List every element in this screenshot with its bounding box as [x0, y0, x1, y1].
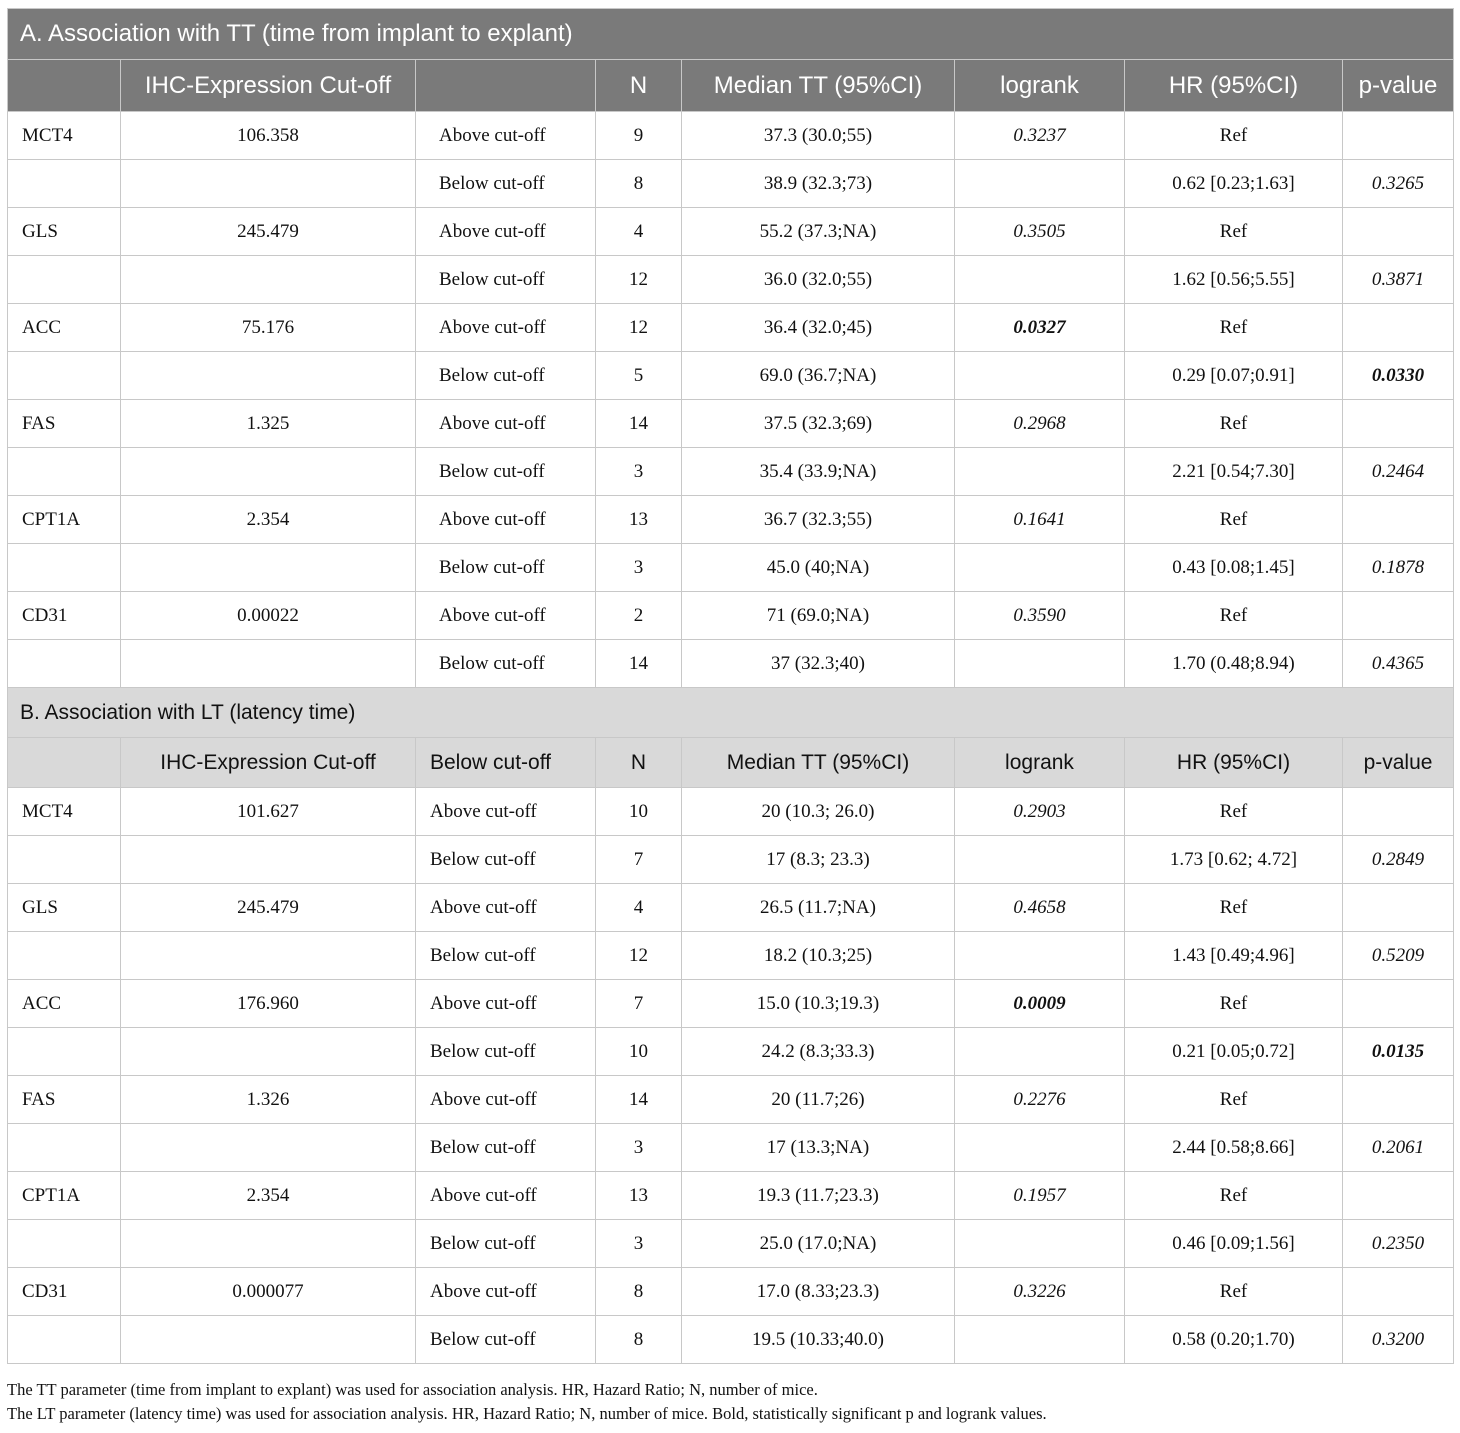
cell-logrank: [955, 836, 1125, 884]
cell-cutoff: [121, 640, 416, 688]
cell-group: Below cut-off: [416, 1316, 596, 1364]
cell-hr: 1.62 [0.56;5.55]: [1125, 256, 1343, 304]
cell-gene: [8, 836, 121, 884]
cell-hr: 0.21 [0.05;0.72]: [1125, 1028, 1343, 1076]
cell-n: 4: [596, 208, 682, 256]
cell-gene: MCT4: [8, 112, 121, 160]
cell-pvalue: 0.5209: [1343, 932, 1454, 980]
cell-n: 8: [596, 1316, 682, 1364]
header-hr: HR (95%CI): [1125, 738, 1343, 788]
table-row: [8, 1124, 1454, 1172]
cell-gene: CD31: [8, 1268, 121, 1316]
association-table: [7, 8, 1454, 1364]
table-row: [8, 1220, 1454, 1268]
cell-cutoff: 245.479: [121, 208, 416, 256]
cell-pvalue: 0.3871: [1343, 256, 1454, 304]
cell-cutoff: [121, 1124, 416, 1172]
cell-pvalue: [1343, 1076, 1454, 1124]
cell-cutoff: [121, 256, 416, 304]
cell-median: 36.7 (32.3;55): [682, 496, 955, 544]
cell-gene: [8, 256, 121, 304]
cell-n: 2: [596, 592, 682, 640]
cell-group: Above cut-off: [416, 980, 596, 1028]
cell-hr: Ref: [1125, 592, 1343, 640]
cell-n: 3: [596, 448, 682, 496]
cell-group: Below cut-off: [416, 1028, 596, 1076]
section-b-header-row: [8, 738, 1454, 788]
section-b-title: B. Association with LT (latency time): [8, 688, 1454, 738]
cell-median: 71 (69.0;NA): [682, 592, 955, 640]
cell-pvalue: 0.1878: [1343, 544, 1454, 592]
cell-group: Below cut-off: [416, 836, 596, 884]
header-group: Below cut-off: [416, 738, 596, 788]
cell-n: 8: [596, 1268, 682, 1316]
cell-logrank: 0.4658: [955, 884, 1125, 932]
cell-n: 14: [596, 400, 682, 448]
table-row: [8, 884, 1454, 932]
cell-median: 20 (10.3; 26.0): [682, 788, 955, 836]
cell-median: 37.3 (30.0;55): [682, 112, 955, 160]
cell-hr: 0.43 [0.08;1.45]: [1125, 544, 1343, 592]
table-row: [8, 640, 1454, 688]
table-row: [8, 400, 1454, 448]
cell-pvalue: 0.0135: [1343, 1028, 1454, 1076]
cell-n: 3: [596, 1220, 682, 1268]
cell-cutoff: [121, 448, 416, 496]
cell-group: Below cut-off: [416, 256, 596, 304]
cell-median: 24.2 (8.3;33.3): [682, 1028, 955, 1076]
cell-n: 7: [596, 836, 682, 884]
cell-logrank: 0.2903: [955, 788, 1125, 836]
section-a-title: A. Association with TT (time from implant to explant): [8, 9, 1454, 60]
cell-cutoff: 0.00022: [121, 592, 416, 640]
cell-median: 19.5 (10.33;40.0): [682, 1316, 955, 1364]
cell-median: 15.0 (10.3;19.3): [682, 980, 955, 1028]
cell-logrank: 0.1957: [955, 1172, 1125, 1220]
cell-logrank: [955, 352, 1125, 400]
cell-hr: 1.70 (0.48;8.94): [1125, 640, 1343, 688]
cell-group: Above cut-off: [416, 112, 596, 160]
cell-hr: 0.62 [0.23;1.63]: [1125, 160, 1343, 208]
cell-group: Above cut-off: [416, 304, 596, 352]
cell-group: Below cut-off: [416, 160, 596, 208]
cell-median: 55.2 (37.3;NA): [682, 208, 955, 256]
cell-logrank: 0.3237: [955, 112, 1125, 160]
table-row: [8, 352, 1454, 400]
cell-logrank: 0.1641: [955, 496, 1125, 544]
cell-cutoff: 245.479: [121, 884, 416, 932]
cell-hr: Ref: [1125, 208, 1343, 256]
cell-n: 4: [596, 884, 682, 932]
section-b-title-row: [8, 688, 1454, 738]
cell-logrank: 0.0009: [955, 980, 1125, 1028]
table-footnotes: [7, 1378, 1453, 1426]
cell-cutoff: 2.354: [121, 496, 416, 544]
cell-logrank: 0.0327: [955, 304, 1125, 352]
cell-cutoff: 176.960: [121, 980, 416, 1028]
header-pvalue: p-value: [1343, 738, 1454, 788]
cell-cutoff: [121, 544, 416, 592]
cell-median: 17 (8.3; 23.3): [682, 836, 955, 884]
table-row: [8, 448, 1454, 496]
cell-median: 38.9 (32.3;73): [682, 160, 955, 208]
cell-group: Above cut-off: [416, 1076, 596, 1124]
cell-group: Below cut-off: [416, 932, 596, 980]
cell-gene: [8, 352, 121, 400]
cell-gene: [8, 1124, 121, 1172]
cell-group: Below cut-off: [416, 448, 596, 496]
cell-n: 14: [596, 1076, 682, 1124]
cell-logrank: [955, 1220, 1125, 1268]
table-row: [8, 1268, 1454, 1316]
cell-median: 37 (32.3;40): [682, 640, 955, 688]
cell-hr: Ref: [1125, 400, 1343, 448]
table-row: [8, 256, 1454, 304]
cell-median: 25.0 (17.0;NA): [682, 1220, 955, 1268]
cell-hr: 1.73 [0.62; 4.72]: [1125, 836, 1343, 884]
cell-cutoff: [121, 932, 416, 980]
cell-pvalue: [1343, 980, 1454, 1028]
cell-gene: [8, 1316, 121, 1364]
cell-logrank: 0.2276: [955, 1076, 1125, 1124]
cell-pvalue: 0.0330: [1343, 352, 1454, 400]
cell-median: 17.0 (8.33;23.3): [682, 1268, 955, 1316]
cell-pvalue: 0.2849: [1343, 836, 1454, 884]
cell-gene: [8, 160, 121, 208]
header-cutoff: IHC-Expression Cut-off: [121, 738, 416, 788]
section-a-title-row: [8, 9, 1454, 60]
cell-logrank: 0.2968: [955, 400, 1125, 448]
header-logrank: logrank: [955, 738, 1125, 788]
table-row: [8, 208, 1454, 256]
cell-hr: Ref: [1125, 980, 1343, 1028]
cell-gene: ACC: [8, 980, 121, 1028]
cell-hr: 0.46 [0.09;1.56]: [1125, 1220, 1343, 1268]
cell-cutoff: 101.627: [121, 788, 416, 836]
cell-group: Below cut-off: [416, 1220, 596, 1268]
cell-hr: 1.43 [0.49;4.96]: [1125, 932, 1343, 980]
cell-group: Above cut-off: [416, 496, 596, 544]
header-logrank: logrank: [955, 60, 1125, 112]
cell-pvalue: [1343, 400, 1454, 448]
footnote-lt: The LT parameter (latency time) was used for association analysis. HR, Hazard Ratio; N, number of mice. Bold, statistically significant p and logrank values.: [7, 1404, 1047, 1423]
cell-n: 12: [596, 304, 682, 352]
cell-hr: Ref: [1125, 884, 1343, 932]
cell-hr: Ref: [1125, 304, 1343, 352]
cell-median: 18.2 (10.3;25): [682, 932, 955, 980]
cell-group: Above cut-off: [416, 208, 596, 256]
cell-gene: FAS: [8, 400, 121, 448]
cell-median: 36.0 (32.0;55): [682, 256, 955, 304]
cell-logrank: [955, 256, 1125, 304]
table-row: [8, 1172, 1454, 1220]
cell-gene: [8, 1220, 121, 1268]
cell-cutoff: 75.176: [121, 304, 416, 352]
cell-gene: [8, 1028, 121, 1076]
header-n: N: [596, 738, 682, 788]
cell-n: 12: [596, 256, 682, 304]
cell-gene: [8, 448, 121, 496]
section-b-body: [8, 788, 1454, 1364]
cell-hr: Ref: [1125, 496, 1343, 544]
cell-cutoff: 2.354: [121, 1172, 416, 1220]
cell-n: 14: [596, 640, 682, 688]
header-cutoff: IHC-Expression Cut-off: [121, 60, 416, 112]
cell-hr: Ref: [1125, 1172, 1343, 1220]
cell-n: 10: [596, 1028, 682, 1076]
cell-logrank: 0.3590: [955, 592, 1125, 640]
cell-median: 69.0 (36.7;NA): [682, 352, 955, 400]
cell-gene: [8, 932, 121, 980]
cell-logrank: [955, 932, 1125, 980]
cell-group: Below cut-off: [416, 352, 596, 400]
header-gene: [8, 60, 121, 112]
table-row: [8, 932, 1454, 980]
cell-gene: MCT4: [8, 788, 121, 836]
cell-pvalue: 0.3200: [1343, 1316, 1454, 1364]
cell-logrank: [955, 544, 1125, 592]
cell-median: 17 (13.3;NA): [682, 1124, 955, 1172]
table-row: [8, 1316, 1454, 1364]
cell-n: 3: [596, 544, 682, 592]
table-row: [8, 544, 1454, 592]
header-median: Median TT (95%CI): [682, 60, 955, 112]
cell-hr: 2.21 [0.54;7.30]: [1125, 448, 1343, 496]
cell-median: 35.4 (33.9;NA): [682, 448, 955, 496]
cell-group: Above cut-off: [416, 884, 596, 932]
results-table-container: [7, 8, 1453, 1364]
header-group: [416, 60, 596, 112]
cell-gene: FAS: [8, 1076, 121, 1124]
header-gene: [8, 738, 121, 788]
header-median: Median TT (95%CI): [682, 738, 955, 788]
cell-cutoff: 1.326: [121, 1076, 416, 1124]
cell-gene: [8, 544, 121, 592]
cell-group: Above cut-off: [416, 400, 596, 448]
cell-pvalue: [1343, 1172, 1454, 1220]
section-a-header-row: [8, 60, 1454, 112]
cell-pvalue: [1343, 208, 1454, 256]
cell-gene: GLS: [8, 208, 121, 256]
footnote-tt: The TT parameter (time from implant to explant) was used for association analysis. HR, Hazard Ratio; N, number of mice.: [7, 1380, 818, 1399]
cell-n: 8: [596, 160, 682, 208]
cell-pvalue: 0.2464: [1343, 448, 1454, 496]
cell-hr: Ref: [1125, 788, 1343, 836]
cell-gene: CD31: [8, 592, 121, 640]
cell-median: 37.5 (32.3;69): [682, 400, 955, 448]
cell-group: Above cut-off: [416, 788, 596, 836]
cell-cutoff: 1.325: [121, 400, 416, 448]
cell-cutoff: [121, 1316, 416, 1364]
cell-pvalue: 0.4365: [1343, 640, 1454, 688]
cell-group: Above cut-off: [416, 1268, 596, 1316]
cell-cutoff: [121, 160, 416, 208]
cell-logrank: 0.3226: [955, 1268, 1125, 1316]
cell-group: Below cut-off: [416, 544, 596, 592]
header-n: N: [596, 60, 682, 112]
cell-n: 10: [596, 788, 682, 836]
cell-pvalue: [1343, 112, 1454, 160]
table-row: [8, 592, 1454, 640]
cell-cutoff: [121, 836, 416, 884]
cell-median: 36.4 (32.0;45): [682, 304, 955, 352]
table-row: [8, 1076, 1454, 1124]
cell-logrank: [955, 160, 1125, 208]
cell-cutoff: [121, 1028, 416, 1076]
table-row: [8, 496, 1454, 544]
table-row: [8, 112, 1454, 160]
cell-pvalue: [1343, 1268, 1454, 1316]
table-row: [8, 788, 1454, 836]
cell-hr: Ref: [1125, 1076, 1343, 1124]
cell-median: 19.3 (11.7;23.3): [682, 1172, 955, 1220]
cell-n: 13: [596, 1172, 682, 1220]
cell-gene: CPT1A: [8, 1172, 121, 1220]
cell-n: 5: [596, 352, 682, 400]
cell-logrank: [955, 448, 1125, 496]
cell-hr: 0.29 [0.07;0.91]: [1125, 352, 1343, 400]
cell-pvalue: [1343, 788, 1454, 836]
cell-median: 45.0 (40;NA): [682, 544, 955, 592]
table-row: [8, 160, 1454, 208]
cell-group: Above cut-off: [416, 592, 596, 640]
table-row: [8, 836, 1454, 884]
cell-group: Below cut-off: [416, 1124, 596, 1172]
cell-n: 9: [596, 112, 682, 160]
cell-logrank: [955, 1028, 1125, 1076]
cell-cutoff: 0.000077: [121, 1268, 416, 1316]
cell-n: 12: [596, 932, 682, 980]
cell-logrank: [955, 640, 1125, 688]
cell-pvalue: 0.2350: [1343, 1220, 1454, 1268]
header-hr: HR (95%CI): [1125, 60, 1343, 112]
cell-hr: Ref: [1125, 1268, 1343, 1316]
cell-pvalue: [1343, 592, 1454, 640]
header-pvalue: p-value: [1343, 60, 1454, 112]
cell-gene: ACC: [8, 304, 121, 352]
cell-gene: [8, 640, 121, 688]
cell-group: Above cut-off: [416, 1172, 596, 1220]
cell-pvalue: [1343, 304, 1454, 352]
cell-cutoff: [121, 1220, 416, 1268]
cell-pvalue: [1343, 496, 1454, 544]
cell-gene: CPT1A: [8, 496, 121, 544]
cell-n: 7: [596, 980, 682, 1028]
table-row: [8, 304, 1454, 352]
cell-gene: GLS: [8, 884, 121, 932]
cell-n: 13: [596, 496, 682, 544]
cell-pvalue: [1343, 884, 1454, 932]
section-a-body: [8, 112, 1454, 688]
cell-logrank: [955, 1124, 1125, 1172]
cell-pvalue: 0.3265: [1343, 160, 1454, 208]
cell-median: 20 (11.7;26): [682, 1076, 955, 1124]
cell-logrank: 0.3505: [955, 208, 1125, 256]
table-row: [8, 1028, 1454, 1076]
table-row: [8, 980, 1454, 1028]
cell-group: Below cut-off: [416, 640, 596, 688]
cell-hr: 0.58 (0.20;1.70): [1125, 1316, 1343, 1364]
cell-median: 26.5 (11.7;NA): [682, 884, 955, 932]
cell-n: 3: [596, 1124, 682, 1172]
cell-hr: Ref: [1125, 112, 1343, 160]
cell-cutoff: 106.358: [121, 112, 416, 160]
cell-cutoff: [121, 352, 416, 400]
cell-hr: 2.44 [0.58;8.66]: [1125, 1124, 1343, 1172]
cell-logrank: [955, 1316, 1125, 1364]
cell-pvalue: 0.2061: [1343, 1124, 1454, 1172]
